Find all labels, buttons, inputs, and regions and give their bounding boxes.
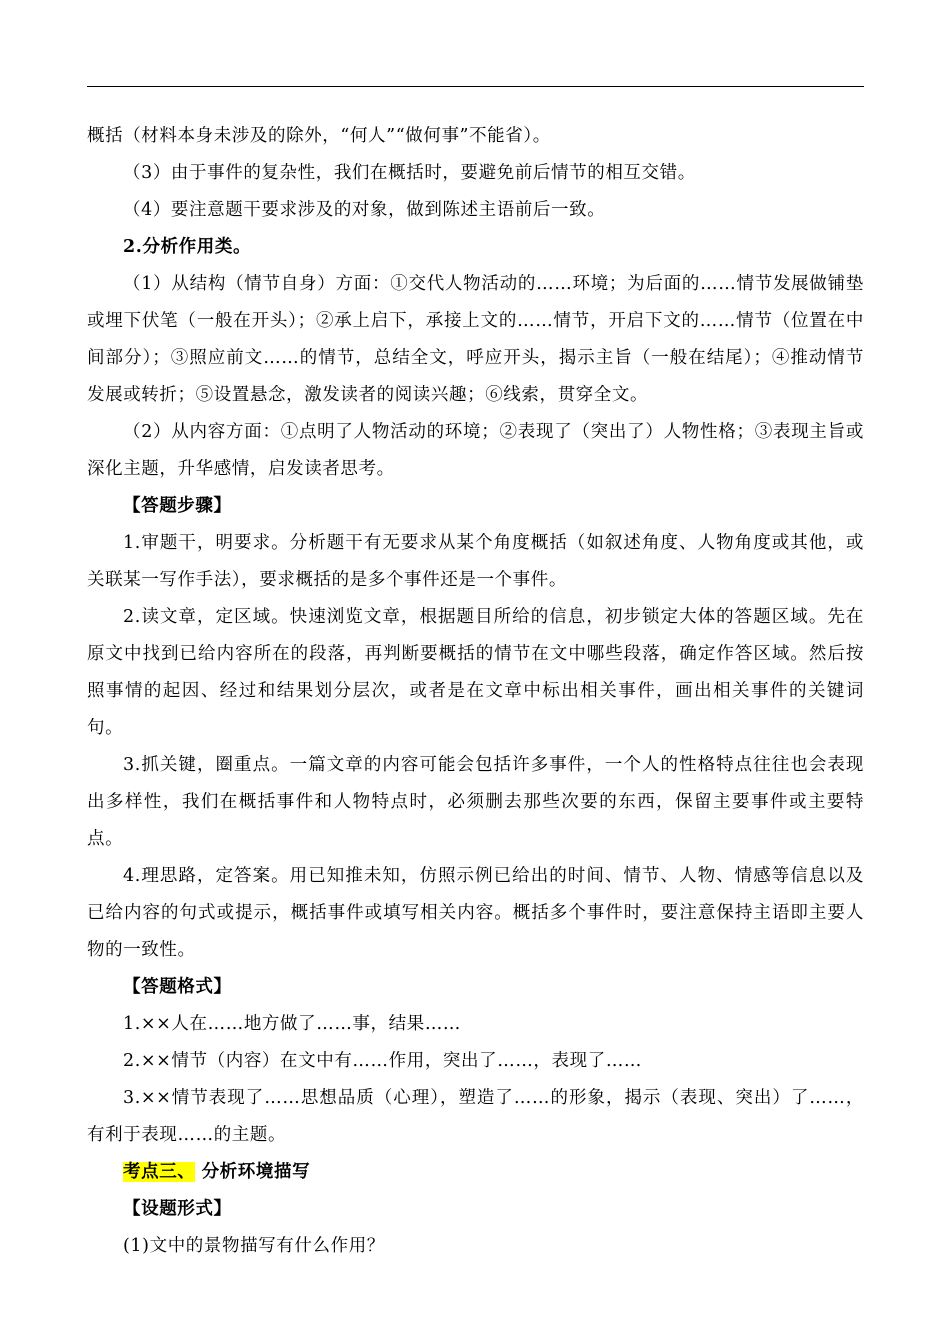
paragraph-structure-aspect: （1）从结构（情节自身）方面：①交代人物活动的……环境；为后面的……情节发展做铺垫或埋下伏笔（一般在开头）；②承上启下，承接上文的……情节，开启下文的……情节（位置在中间部分）；③照应前文……的情节，总结全文，呼应开头，揭示主旨（一般在结尾）；④推动情节发展或转折；⑤设置悬念，激发读者的阅读兴趣；⑥线索，贯穿全文。 bbox=[87, 274, 864, 405]
format-2: 2.××情节（内容）在文中有……作用，突出了……，表现了…… bbox=[123, 1051, 643, 1071]
document-body bbox=[87, 118, 864, 1265]
kaodian-title: 分析环境描写 bbox=[201, 1162, 311, 1182]
paragraph-item-3: （3）由于事件的复杂性，我们在概括时，要避免前后情节的相互交错。 bbox=[123, 163, 696, 183]
kaodian-label: 考点三、 bbox=[123, 1162, 196, 1182]
heading-answer-steps: 【答题步骤】 bbox=[123, 496, 232, 516]
kaodian-heading bbox=[87, 1154, 864, 1191]
step-2: 2.读文章，定区域。快速浏览文章，根据题目所给的信息，初步锁定大体的答题区域。先在原文中找到已给内容所在的段落，再判断要概括的情节在文中哪些段落，确定作答区域。然后按照事情的起因、经过和结果划分层次，或者是在文章中标出相关事件，画出相关事件的关键词句。 bbox=[87, 607, 864, 738]
heading-answer-format: 【答题格式】 bbox=[123, 977, 232, 997]
paragraph-summary-note: 概括（材料本身未涉及的除外，“何人”“做何事”不能省）。 bbox=[87, 126, 551, 146]
format-1: 1.××人在……地方做了……事，结果…… bbox=[123, 1014, 462, 1034]
header-rule bbox=[87, 86, 864, 87]
step-3: 3.抓关键，圈重点。一篇文章的内容可能会包括许多事件，一个人的性格特点往往也会表现出多样性，我们在概括事件和人物特点时，必须删去那些次要的东西，保留主要事件或主要特点。 bbox=[87, 755, 864, 849]
paragraph-content-aspect: （2）从内容方面：①点明了人物活动的环境；②表现了（突出了）人物性格；③表现主旨或深化主题，升华感情，启发读者思考。 bbox=[87, 422, 864, 479]
section-heading-function: 2.分析作用类。 bbox=[123, 237, 252, 257]
paragraph-item-4: （4）要注意题干要求涉及的对象，做到陈述主语前后一致。 bbox=[123, 200, 606, 220]
step-1: 1.审题干，明要求。分析题干有无要求从某个角度概括（如叙述角度、人物角度或其他，或关联某一写作手法），要求概括的是多个事件还是一个事件。 bbox=[87, 533, 864, 590]
heading-question-form: 【设题形式】 bbox=[123, 1199, 232, 1219]
step-4: 4.理思路，定答案。用已知推未知，仿照示例已给出的时间、情节、人物、情感等信息以及已给内容的句式或提示，概括事件或填写相关内容。概括多个事件时，要注意保持主语即主要人物的一致性。 bbox=[87, 866, 864, 960]
format-3: 3.××情节表现了……思想品质（心理），塑造了……的形象，揭示（表现、突出）了……，有利于表现……的主题。 bbox=[87, 1088, 864, 1145]
question-form-1: (1)文中的景物描写有什么作用？ bbox=[123, 1236, 385, 1256]
